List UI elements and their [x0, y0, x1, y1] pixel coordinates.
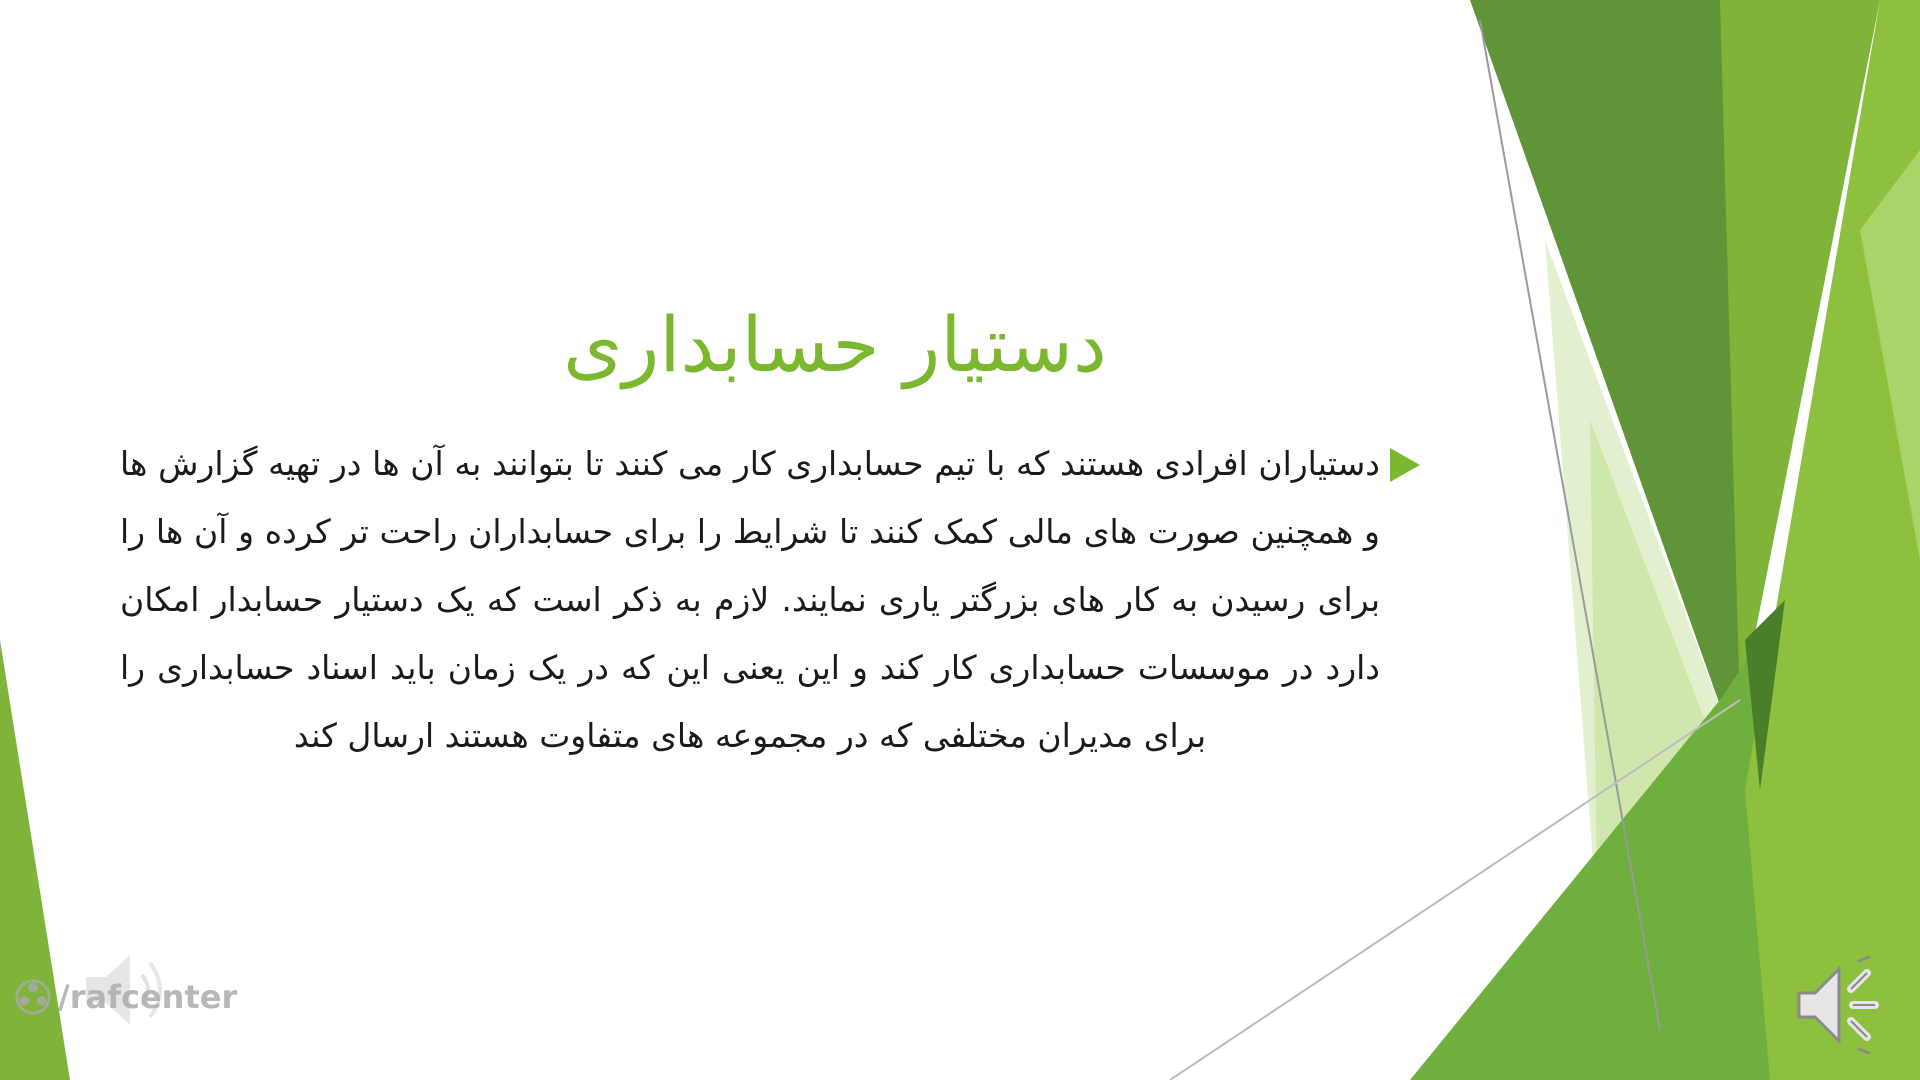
watermark — [14, 978, 237, 1016]
triangle-bullet-icon — [1390, 448, 1420, 482]
speaker-icon[interactable] — [1795, 955, 1895, 1055]
watermark-text: /rafcenter — [58, 978, 238, 1016]
bullet-text: دستیاران افرادی هستند که با تیم حسابداری کار می کنند تا بتوانند به آن ها در تهیه گزارش ها و همچنین صورت های مالی کمک کنند تا شرایط را برای حسابداران راحت تر کرده و آن ها را برای رسیدن به کار های بزرگتر یاری نمایند. لازم به ذکر است که یک دستیار حسابدار امکان دارد در موسسات حسابداری کار کند و این یعنی این که در یک زمان باید اسناد حسابداری را برای مدیران مختلفی که در مجموعه های متفاوت هستند ارسال کند — [120, 444, 1380, 755]
slide-title: دستیار حسابداری — [563, 300, 1107, 389]
bullet-item — [120, 430, 1420, 770]
slide-body — [120, 430, 1420, 770]
film-reel-icon — [14, 978, 52, 1016]
